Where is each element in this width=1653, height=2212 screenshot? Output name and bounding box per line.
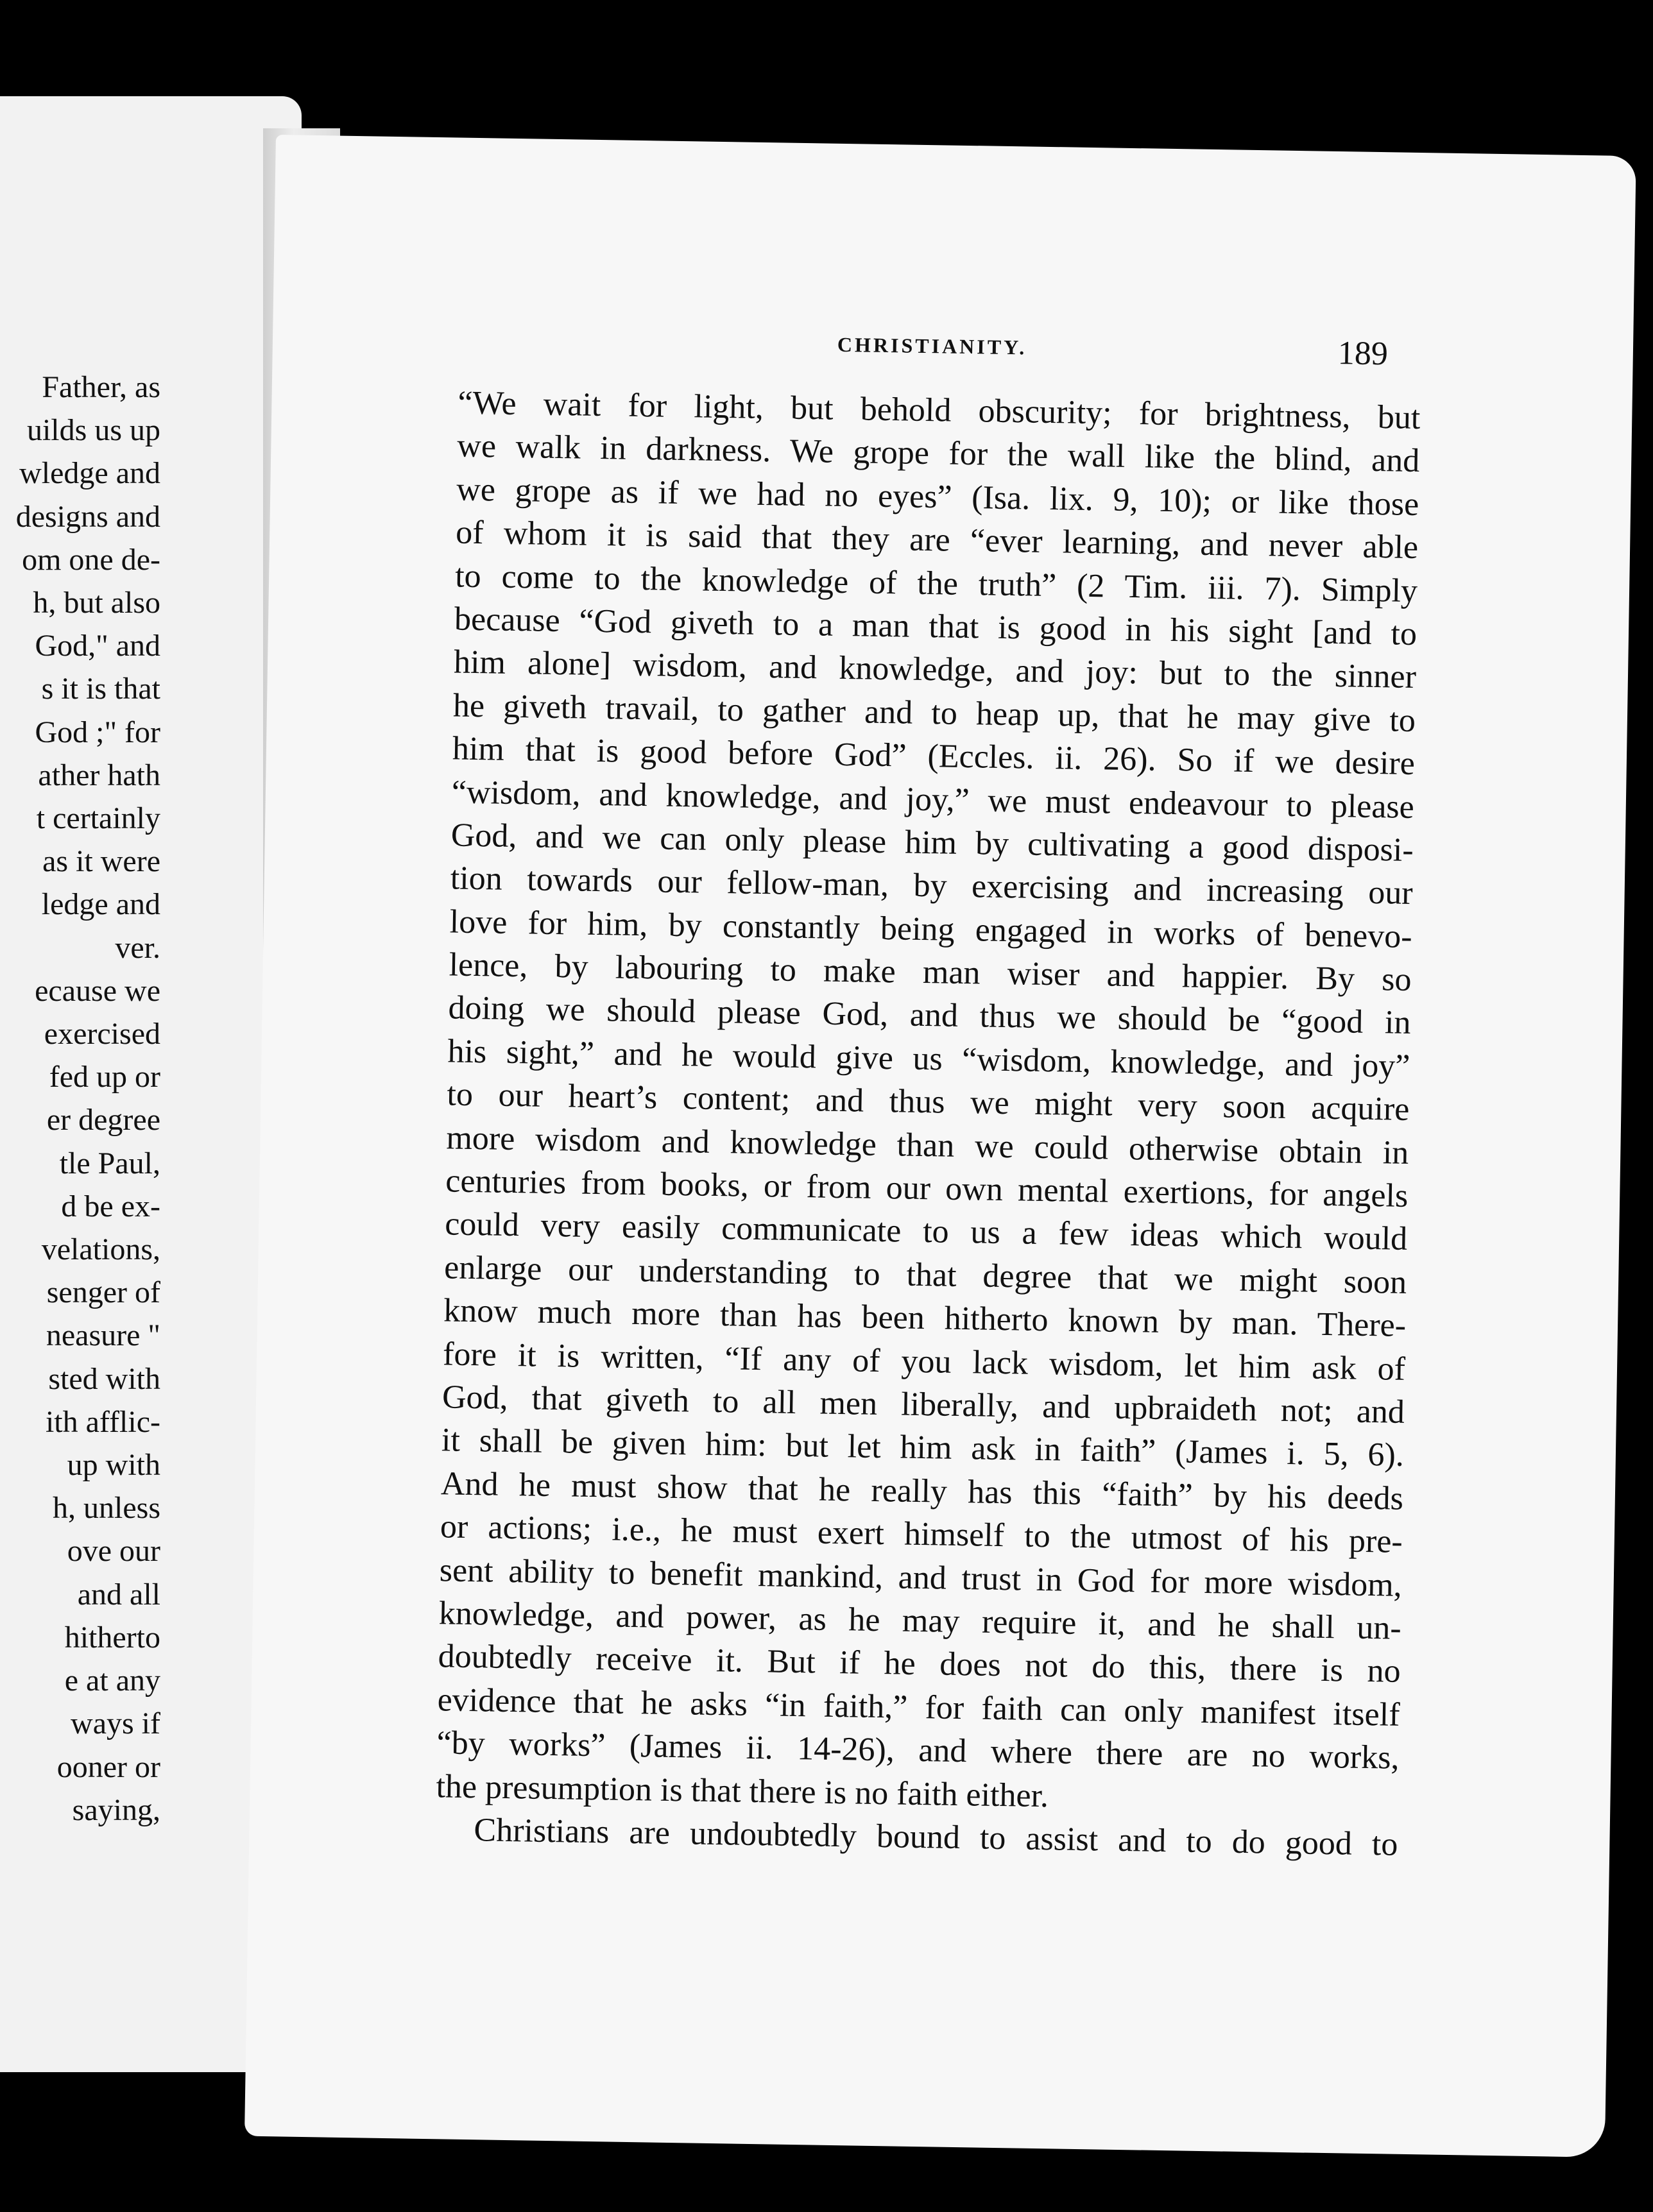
body-line: because “God giveth to a man that is good in his sight [and to [454,600,1417,652]
body-line: knowledge, and power, as he may require it, and he shall un- [438,1595,1402,1647]
left-line: ooner or [56,1749,160,1784]
running-head: CHRISTIANITY. [837,332,1027,359]
left-line: God ;" for [35,715,160,749]
body-line: it shall be given him: but let him ask in faith” (James i. 5, 6). [441,1422,1405,1474]
body-line: Christians are undoubtedly bound to assist and to do good to [474,1812,1398,1863]
left-line: tle Paul, [59,1146,160,1180]
body-line: fore it is written, “If any of you lack wisdom, let him ask of [442,1335,1406,1388]
page-header [272,324,1428,387]
left-line: ledge and [41,887,160,922]
body-line: centuries from books, or from our own mental exertions, for angels [445,1162,1409,1214]
body-line: to our heart’s content; and thus we might very soon acquire [447,1076,1410,1128]
left-line: h, unless [53,1491,160,1526]
left-line: er degree [46,1103,160,1137]
body-line: he giveth travail, to gather and to heap up, that he may give to [452,687,1416,739]
left-line: s it is that [41,672,160,706]
left-line: as it were [42,844,160,879]
page-number: 189 [1337,335,1389,373]
right-page [244,135,1636,2157]
left-line: neasure " [46,1318,160,1353]
left-line: velations, [41,1232,160,1267]
body-line: sent ability to benefit mankind, and trust in God for more wisdom, [439,1551,1403,1604]
body-line: “We wait for light, but behold obscurity; for brightness, but [458,384,1421,437]
left-line: h, but also [33,586,160,620]
left-line: senger of [46,1275,160,1310]
left-line: and all [77,1577,160,1612]
left-line: uilds us up [26,413,160,448]
body-line: more wisdom and knowledge than we could otherwise obtain in [446,1119,1409,1171]
left-line: sted with [48,1361,160,1396]
left-line: ove our [67,1534,160,1569]
body-line: enlarge our understanding to that degree that we might soon [443,1249,1407,1301]
left-line: Father, as [42,370,160,404]
body-line: And he must show that he really has this “faith” by his deeds [440,1465,1404,1517]
body-line: doing we should please God, and thus we should be “good in [448,989,1411,1042]
body-line: his sight,” and he would give us “wisdom, knowledge, and joy” [447,1033,1410,1085]
left-line: ways if [71,1706,160,1741]
left-line: t certainly [36,801,160,836]
left-line: ecause we [35,973,160,1008]
body-line: to come to the knowledge of the truth” (2 Tim. iii. 7). Simply [454,557,1418,609]
left-line: exercised [44,1017,160,1051]
left-line: fed up or [49,1060,160,1094]
body-line: the presumption is that there is no faith either. [436,1767,1049,1814]
body-line: God, that giveth to all men liberally, and upbraideth not; and [441,1379,1405,1431]
left-line: wledge and [19,456,160,491]
body-line: God, and we can only please him by cultivating a good disposi- [450,817,1414,869]
body-line: “wisdom, and knowledge, and joy,” we must endeavour to please [451,773,1415,826]
body-line: lence, by labouring to make man wiser and happier. By so [449,946,1412,999]
body-line: him alone] wisdom, and knowledge, and joy: but to the sinner [453,643,1417,696]
body-line: or actions; i.e., he must exert himself to the utmost of his pre- [440,1508,1403,1561]
left-line: d be ex- [61,1189,160,1223]
left-line: God," and [35,629,160,663]
left-line: saying, [72,1792,160,1827]
body-line: love for him, by constantly being engaged in works of benevo- [449,903,1413,955]
body-line: evidence that he asks “in faith,” for faith can only manifest itself [437,1681,1400,1733]
left-line: om one de- [22,542,160,577]
left-line: designs and [15,499,160,534]
body-line: of whom it is said that they are “ever learning, and never able [455,514,1419,566]
left-line: ith afflic- [45,1404,160,1439]
body-line: could very easily communicate to us a few ideas which would [444,1205,1408,1258]
left-line: up with [67,1448,160,1483]
body-line: doubtedly receive it. But if he does not do this, there is no [438,1638,1401,1690]
left-line: ather hath [38,758,160,792]
body-line: tion towards our fellow-man, by exercising and increasing our [450,860,1414,912]
body-text [435,382,1421,1867]
left-line: ver. [115,930,160,965]
body-line: we walk in darkness. We grope for the wall like the blind, and [456,427,1420,480]
left-line: hitherto [64,1620,160,1655]
body-line: “by works” (James ii. 14-26), and where there are no works, [436,1724,1400,1776]
body-line: we grope as if we had no eyes” (Isa. lix. 9, 10); or like those [456,471,1419,523]
body-line: know much more than has been hitherto known by man. There- [443,1292,1407,1345]
body-line: him that is good before God” (Eccles. ii. 26). So if we desire [452,730,1416,783]
left-line: e at any [64,1663,160,1698]
